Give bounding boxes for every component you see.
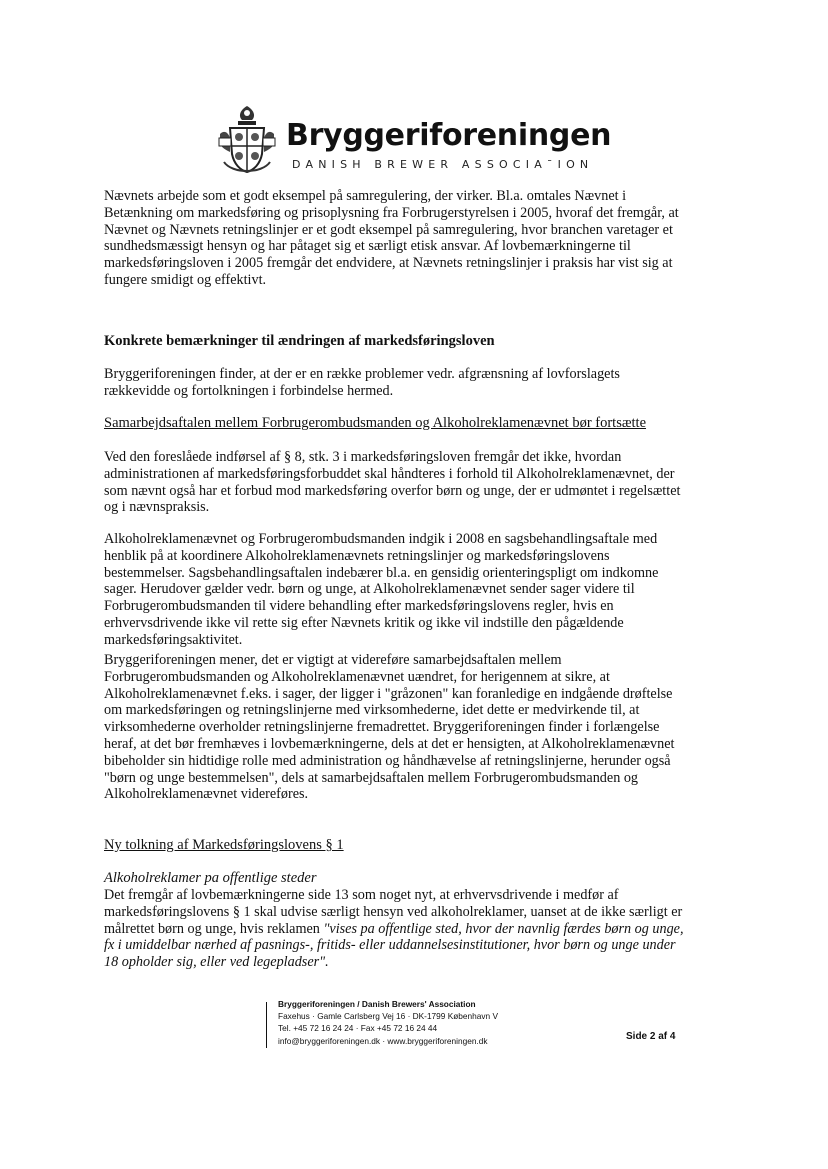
footer-contact-line: info@bryggeriforeningen.dk · www.bryggeriforeningen.dk	[278, 1035, 488, 1046]
brand-name: Bryggeriforeningen	[286, 118, 612, 153]
page-number: Side 2 af 4	[626, 1031, 676, 1042]
footer-divider	[266, 1002, 267, 1048]
footer-address-line: Faxehus · Gamle Carlsberg Vej 16 · DK-1799 København V	[278, 1011, 498, 1022]
section2-paragraph-3: Bryggeriforeningen mener, det er vigtigt at videreføre samarbejdsaftalen mellem Forbrugerombudsmanden og Alkoholreklamenævnet uændret, for herigennem at sikre, at Alkoholreklamenævnet f.eks. i sager, der ligger i "gråzonen" kan foranledige en indgående drøftelse om markedsføringen og retningslinjerne med virksomhederne, idet dette er medvirkende til, at virksomhederne overholder retningslinjerne fremadrettet. Bryggeriforeningen finder i forlængelse heraf, at det bør fremhæves i lovbemærkningerne, dels at det er hensigten, at Alkoholreklamenævnet bibeholder sin hidtidige rolle med administration og håndhævelse af retningslinjerne, herunder også "børn og unge bestemmelsen", dels at samarbejdsaftalen mellem Forbrugerombudsmanden og Alkoholreklamenævnet videreføres.	[104, 652, 675, 803]
section2-paragraph-1: Ved den foreslåede indførsel af § 8, stk. 3 i markedsføringsloven fremgår det ikke, hvordan administrationen af markedsføringsforbuddet skal håndteres i forhold til Alkoholreklamenævnet, der som nævnt også har et forbud mod markedsføring overfor børn og unge, der er udmøntet i regelsættet og i nævnspraksis.	[104, 449, 681, 516]
section3-paragraph-quote: "vises pa offentlige sted, hvor der navnlig færdes børn og unge, fx i umiddelbar nærhed af pasnings-, fritids- eller uddannelsesinstitutioner, hvor børn og unge under 18 opholder sig, eller ved legepladser".	[104, 920, 684, 971]
footer-organisation: Bryggeriforeningen / Danish Brewers' Association	[278, 999, 476, 1009]
section2-paragraph-2: Alkoholreklamenævnet og Forbrugerombudsmanden indgik i 2008 en sagsbehandlingsaftale med henblik på at koordinere Alkoholreklamenævnets retningslinjer og markedsføringslovens bestemmelser. Sagsbehandlingsaftalen indebærer bl.a. en gensidig orienteringspligt om indkomne sager. Herudover gælder vedr. børn og unge, at Alkoholreklamenævnet sender sager videre til Forbrugerombudsmanden til videre behandling efter markedsføringslovens regler, hvis en erhvervsdrivende ikke vil rette sig efter Nævnets kritik og ikke vil indstille den pågældende markedsføringsaktivitet.	[104, 531, 659, 648]
footer-phone-line: Tel. +45 72 16 24 24 · Fax +45 72 16 24 44	[278, 1023, 438, 1034]
section-heading-konkrete: Konkrete bemærkninger til ændringen af markedsføringsloven	[104, 333, 495, 349]
section1-paragraph: Bryggeriforeningen finder, at der er en række problemer vedr. afgrænsning af lovforslagets rækkevidde og fortolkningen i forbindelse hermed.	[104, 366, 620, 399]
section3-paragraph	[104, 887, 684, 971]
footer-address	[278, 998, 498, 1047]
intro-paragraph: Nævnets arbejde som et godt eksempel på samregulering, der virker. Bl.a. omtales Nævnet i Betænkning om markedsføring og prisoplysning fra Forbrugerstyrelsen i 2005, hvoraf det fremgår, at Nævnet og Nævnets retningslinjer er et godt eksempel på samregulering, hvor branchen varetager et sundhedsmæssigt hensyn og har påtaget sig et særligt etisk ansvar. Af lovbemærkningerne til markedsføringsloven i 2005 fremgår det endvidere, at Nævnets retningslinjer i praksis har vist sig at fungere smidigt og effektivt.	[104, 188, 679, 288]
section-heading-samarbejdsaftalen: Samarbejdsaftalen mellem Forbrugerombudsmanden og Alkoholreklamenævnet bør fortsætte	[104, 415, 647, 431]
brand-subtitle: DANISH BREWER ASSOCIA¯ION	[292, 158, 594, 171]
section-heading-ny-tolkning: Ny tolkning af Markedsføringslovens § 1	[104, 837, 344, 853]
section3-paragraph-lead: Det fremgår af lovbemærkningerne side 13 som noget nyt, at erhvervsdrivende i medfør af markedsføringslovens § 1 skal udvise særligt hensyn ved alkoholreklamer, uanset at de ikke særligt er målrettet børn og unge, hvis reklamen	[104, 887, 683, 937]
section3-subheading: Alkoholreklamer pa offentlige steder	[104, 870, 317, 886]
brewers-crest-icon	[216, 104, 278, 176]
